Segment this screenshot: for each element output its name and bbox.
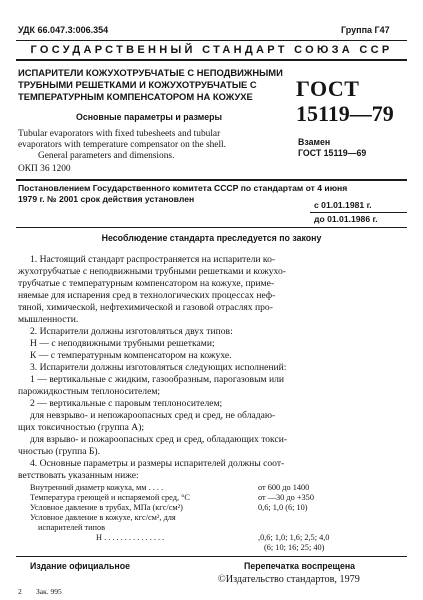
udk-code: УДК 66.047.3:006.354 bbox=[18, 25, 109, 35]
decree-line-2: 1979 г. № 2001 срок действия установлен bbox=[18, 194, 195, 204]
law-notice: Несоблюдение стандарта преследуется по закону bbox=[101, 233, 322, 243]
spec-label: Условное давление в трубах, МПа (кгс/см²) bbox=[30, 503, 183, 512]
spec-value: 0,6; 1,0 (6; 10) bbox=[258, 503, 308, 512]
spec-value: от 600 до 1400 bbox=[258, 483, 310, 492]
title-en-line-3: General parameters and dimensions. bbox=[38, 151, 175, 161]
spec-value: (6; 10; 16; 25; 40) bbox=[264, 543, 325, 552]
spec-label: Условное давление в кожухе, кгс/см², для bbox=[30, 513, 176, 522]
body-line: 2 — вертикальные с паровым теплоносителем; bbox=[30, 398, 223, 409]
title-en-line-1: Tubular evaporators with fixed tubesheets and tubular bbox=[18, 129, 221, 139]
body-line: няемые для испарения сред в технологических процессах неф- bbox=[18, 290, 276, 301]
header-rule-bottom bbox=[16, 59, 407, 61]
spec-label: Н . . . . . . . . . . . . . . . bbox=[96, 533, 165, 542]
official-edition: Издание официальное bbox=[30, 561, 130, 571]
spec-label: Внутренний диаметр кожуха, мм . . . . bbox=[30, 483, 164, 492]
title-ru-line-2: ТРУБНЫМИ РЕШЕТКАМИ И КОЖУХОТРУБЧАТЫЕ С bbox=[18, 79, 257, 90]
spec-value: ,0,6; 1,0; 1,6; 2,5; 4,0 bbox=[258, 533, 330, 542]
body-line: мышленности. bbox=[18, 314, 79, 325]
group-code: Группа Г47 bbox=[341, 25, 390, 35]
title-ru-subtitle: Основные параметры и размеры bbox=[76, 112, 223, 122]
validity-from: с 01.01.1981 г. bbox=[314, 200, 372, 210]
body-line: чностью (группа Б). bbox=[18, 446, 101, 457]
replaces-label: Взамен bbox=[298, 137, 331, 147]
footer-rule bbox=[16, 556, 407, 557]
body-line: жухотрубчатые с неподвижными трубными решетками и кожухо- bbox=[18, 266, 286, 277]
gost-label: ГОСТ bbox=[296, 76, 360, 101]
title-ru-line-3: ТЕМПЕРАТУРНЫМ КОМПЕНСАТОРОМ НА КОЖУХЕ bbox=[18, 91, 253, 102]
body-line: 4. Основные параметры и размеры испарителей должны соот- bbox=[30, 458, 285, 469]
body-line: щих токсичностью (группа А); bbox=[18, 422, 145, 433]
title-en-line-2: evaporators with temperature compensator on the shell. bbox=[18, 140, 227, 150]
body-line: трубчатые с температурным компенсатором на кожухе, приме- bbox=[18, 278, 275, 289]
header-rule-top bbox=[16, 40, 407, 41]
publisher-copyright: ©Издательство стандартов, 1979 bbox=[218, 574, 360, 585]
replaces-standard: ГОСТ 15119—69 bbox=[298, 148, 367, 158]
title-rule bbox=[16, 179, 407, 181]
spec-label: Температура греющей и испаряемой сред, °С bbox=[30, 493, 190, 502]
page-number: 2 bbox=[18, 587, 22, 596]
decree-rule bbox=[16, 227, 407, 228]
spec-value: от —30 до +350 bbox=[258, 493, 314, 502]
body-line: для невзрыво- и непожароопасных сред и сред, не обладаю- bbox=[30, 410, 276, 421]
body-line: парожидкостным теплоносителем; bbox=[18, 386, 161, 397]
body-line: тяной, химической, нефтехимической и газовой отраслях про- bbox=[18, 302, 273, 313]
body-line: 2. Испарители должны изготовляться двух типов: bbox=[30, 326, 233, 337]
okp-code: ОКП 36 1200 bbox=[18, 164, 71, 174]
body-line: Н — с неподвижными трубными решетками; bbox=[30, 338, 215, 349]
body-line: К — с температурным компенсатором на кожухе. bbox=[30, 350, 232, 361]
state-standard-banner: ГОСУДАРСТВЕННЫЙ СТАНДАРТ СОЮЗА ССР bbox=[30, 44, 393, 56]
decree-line-1: Постановлением Государственного комитета СССР по стандартам от 4 июня bbox=[18, 183, 348, 193]
title-ru-line-1: ИСПАРИТЕЛИ КОЖУХОТРУБЧАТЫЕ С НЕПОДВИЖНЫМИ bbox=[18, 67, 283, 78]
validity-divider bbox=[310, 212, 407, 213]
order-number: Зак. 995 bbox=[36, 587, 62, 596]
body-line: 3. Испарители должны изготовляться следующих исполнений: bbox=[30, 362, 287, 373]
body-line: ветствовать указанным ниже: bbox=[18, 470, 139, 481]
validity-to: до 01.01.1986 г. bbox=[314, 214, 378, 224]
spec-label: испарителей типов bbox=[38, 523, 106, 532]
reprint-notice: Перепечатка воспрещена bbox=[244, 561, 356, 571]
gost-number: 15119—79 bbox=[296, 101, 394, 126]
body-line: 1 — вертикальные с жидким, газообразным, парогазовым или bbox=[30, 374, 285, 385]
body-line: 1. Настоящий стандарт распространяется на испарители ко- bbox=[30, 254, 276, 265]
body-line: для взрыво- и пожароопасных сред и сред, обладающих токси- bbox=[30, 434, 288, 445]
